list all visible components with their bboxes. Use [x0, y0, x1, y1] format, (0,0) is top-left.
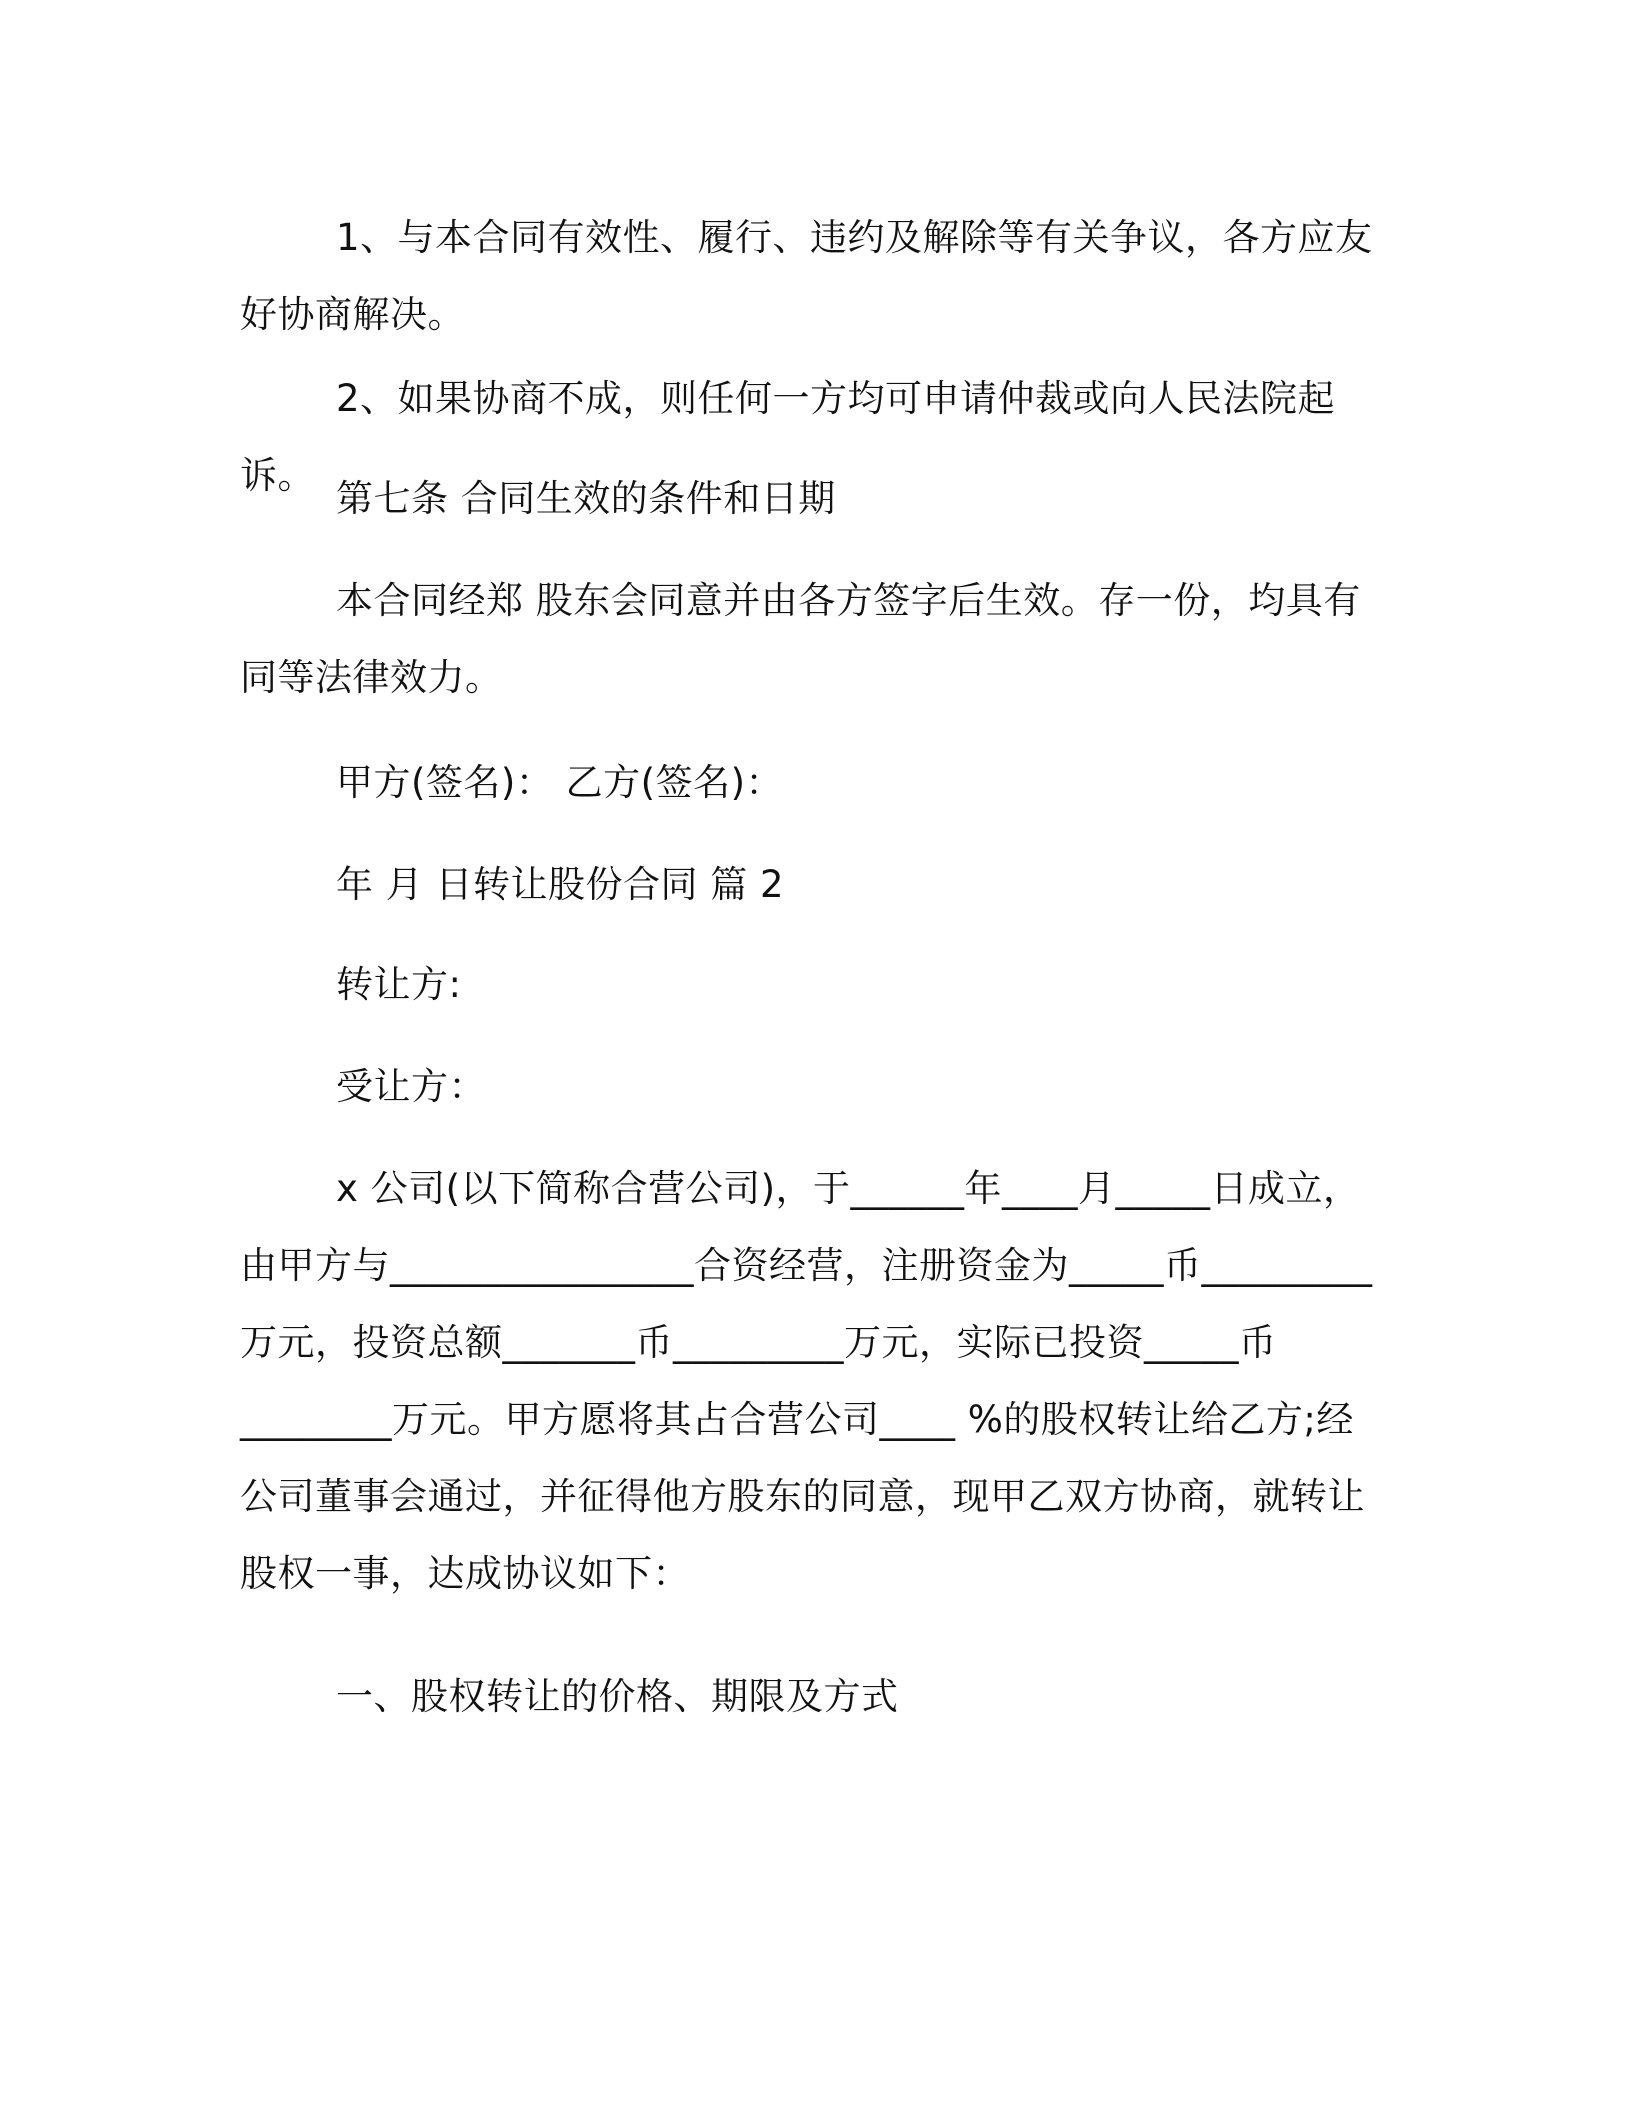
- field-label: 受让方：: [336, 1065, 486, 1108]
- paragraph-effectiveness: [240, 562, 1390, 716]
- signature-text: 甲方(签名)： 乙方(签名)：: [336, 761, 784, 804]
- transferor-field: [240, 946, 1390, 1023]
- heading-text: 年 月 日转让股份合同 篇 2: [336, 863, 785, 906]
- paragraph-text: 2、如果协商不成，则任何一方均可申请仲裁或向人民法院起诉。: [240, 377, 1336, 497]
- date-and-contract-title: [240, 846, 1390, 923]
- paragraph-text: 本合同经郑 股东会同意并由各方签字后生效。存一份，均具有同等法律效力。: [240, 579, 1361, 699]
- field-label: 转让方:: [336, 963, 462, 1006]
- section-heading-price-terms: [240, 1658, 1390, 1735]
- heading-text: 一、股权转让的价格、期限及方式: [336, 1675, 899, 1718]
- section-heading-article-7: [240, 460, 1390, 537]
- paragraph-dispute-1: [240, 199, 1390, 353]
- paragraph-company-background: [240, 1150, 1390, 1612]
- signature-line: [240, 744, 1390, 821]
- paragraph-text: x 公司(以下简称合营公司)，于______年____月_____日成立，由甲方与________________合资经营，注册资金为_____币_________万元，投资总额_______币_________万元，实际已投资_____币________万元。甲方愿将其占合营公司____ %的股权转让给乙方;经公司董事会通过，并征得他方股东的同意，现甲乙双方协商，就转让股权一事，达成协议如下：: [240, 1167, 1373, 1595]
- paragraph-text: 1、与本合同有效性、履行、违约及解除等有关争议，各方应友好协商解决。: [240, 216, 1373, 336]
- heading-text: 第七条 合同生效的条件和日期: [336, 477, 836, 520]
- transferee-field: [240, 1048, 1390, 1125]
